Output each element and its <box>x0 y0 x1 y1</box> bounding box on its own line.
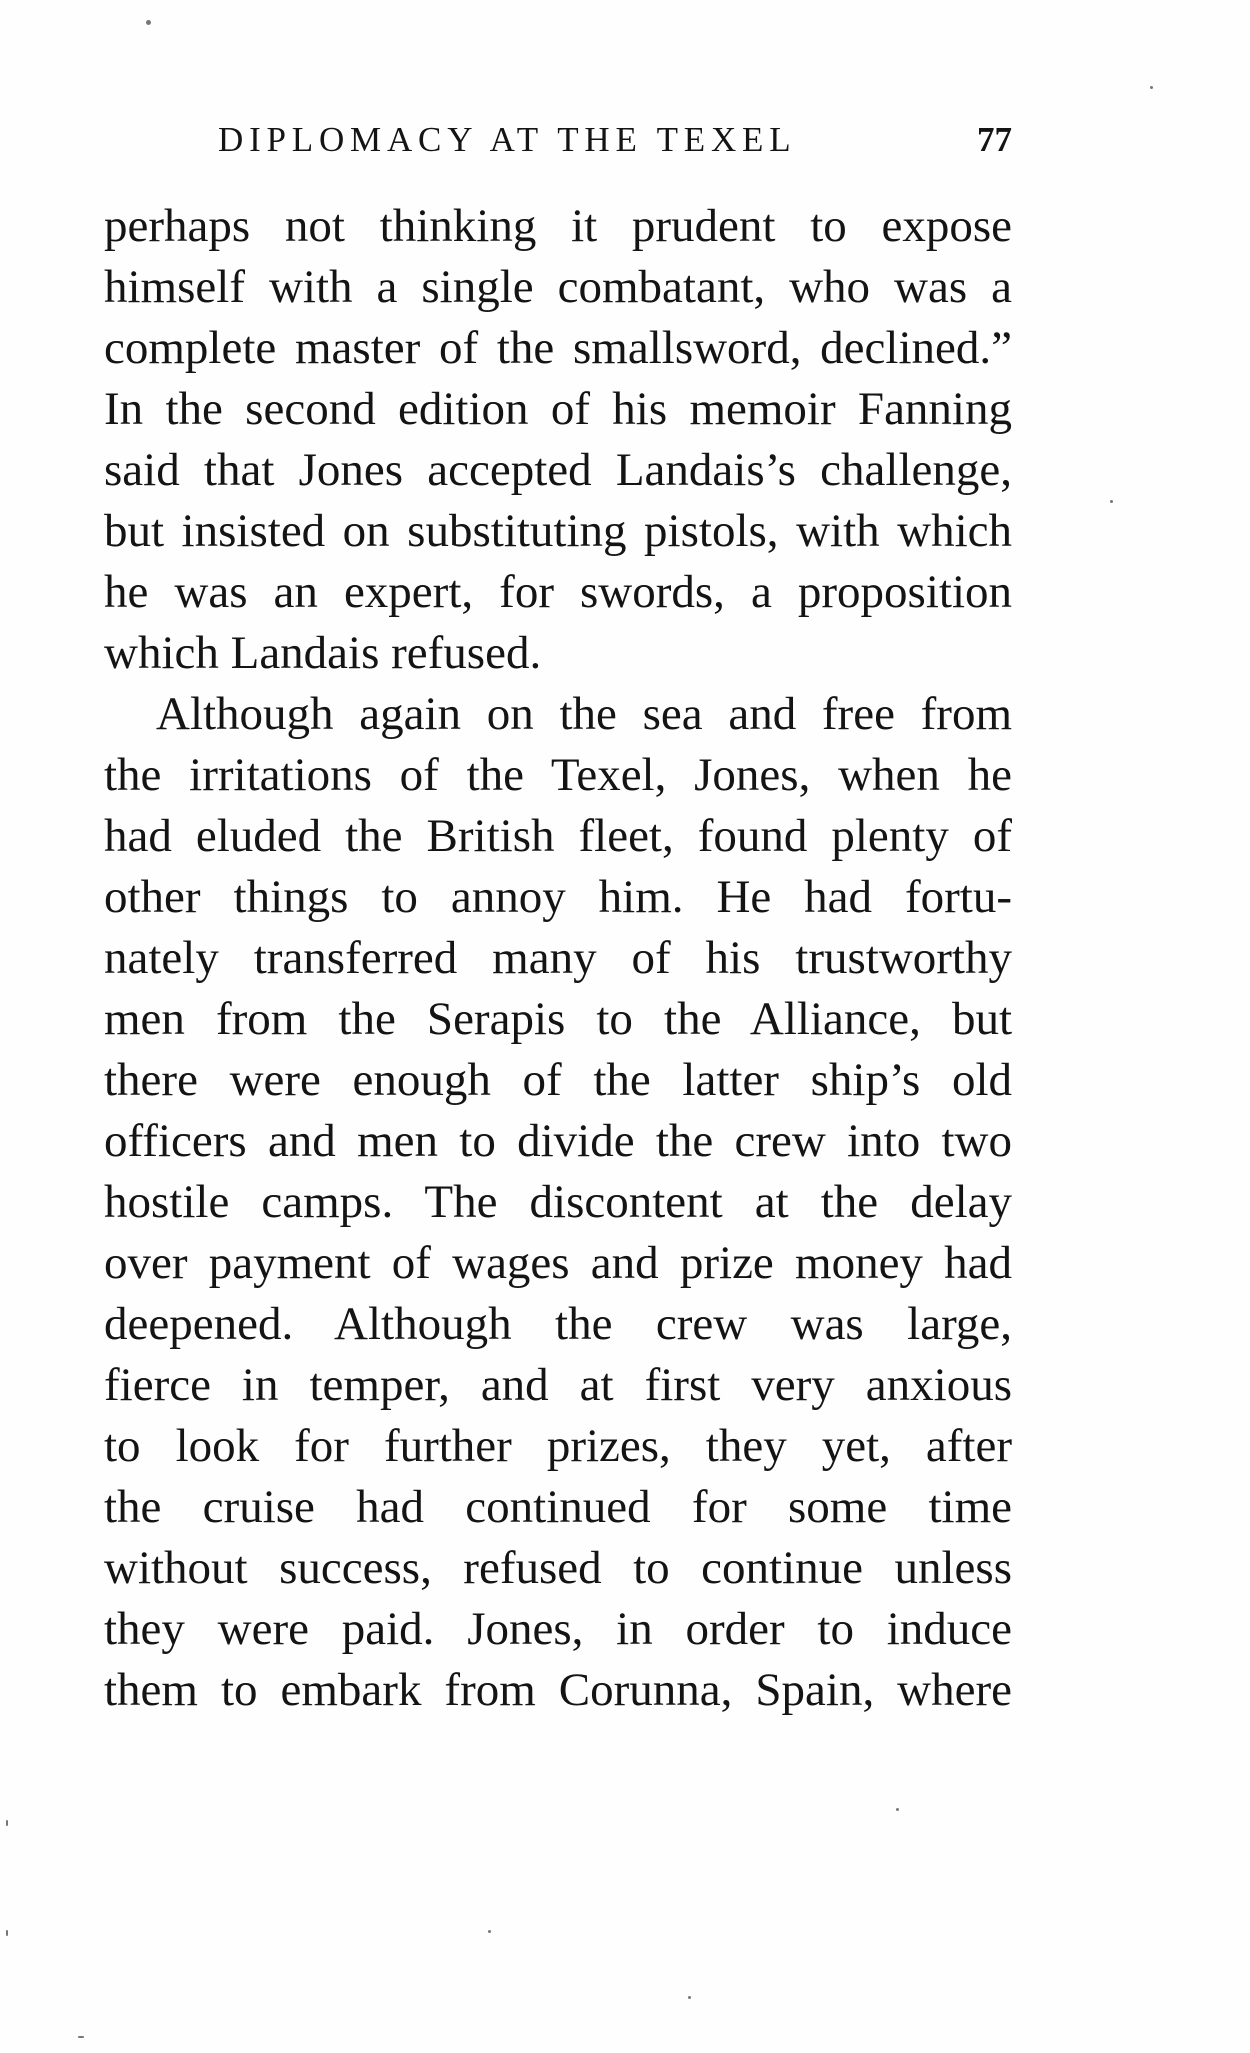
text-line: nately transferred many of his trustworthy <box>104 932 1012 984</box>
text-line: men from the Serapis to the Alliance, but <box>104 993 1012 1045</box>
scan-speck <box>488 1930 491 1933</box>
body-text <box>104 196 1012 1721</box>
text-line: to look for further prizes, they yet, after <box>104 1420 1012 1472</box>
text-line: deepened. Although the crew was large, <box>104 1298 1012 1350</box>
text-line: other things to annoy him. He had fortu- <box>104 871 1012 923</box>
scan-speck <box>6 1820 8 1826</box>
text-line: himself with a single combatant, who was a <box>104 261 1012 313</box>
scan-speck <box>146 20 151 25</box>
text-line: over payment of wages and prize money had <box>104 1237 1012 1289</box>
scan-speck <box>6 1930 8 1936</box>
text-line: hostile camps. The discontent at the delay <box>104 1176 1012 1228</box>
scan-speck <box>1150 86 1153 89</box>
text-line: without success, refused to continue unless <box>104 1542 1012 1594</box>
scan-speck <box>896 1808 899 1811</box>
text-line: they were paid. Jones, in order to induce <box>104 1603 1012 1655</box>
text-line: he was an expert, for swords, a proposition <box>104 566 1012 618</box>
text-line: In the second edition of his memoir Fanning <box>104 383 1012 435</box>
text-line: them to embark from Corunna, Spain, where <box>104 1664 1012 1716</box>
text-line: which Landais refused. <box>104 627 542 679</box>
scan-speck <box>1110 500 1113 503</box>
text-line: complete master of the smallsword, declined.” <box>104 322 1012 374</box>
text-line: the cruise had continued for some time <box>104 1481 1012 1533</box>
text-line: but insisted on substituting pistols, with which <box>104 505 1012 557</box>
running-title: DIPLOMACY AT THE TEXEL <box>218 120 797 159</box>
text-line: there were enough of the latter ship’s old <box>104 1054 1012 1106</box>
scan-speck <box>688 1996 691 1999</box>
page-number: 77 <box>977 120 1012 159</box>
text-line: had eluded the British fleet, found plenty of <box>104 810 1012 862</box>
text-line: fierce in temper, and at first very anxious <box>104 1359 1012 1411</box>
text-line: perhaps not thinking it prudent to expose <box>104 200 1012 252</box>
text-line: the irritations of the Texel, Jones, when he <box>104 749 1012 801</box>
text-line: said that Jones accepted Landais’s challenge, <box>104 444 1012 496</box>
running-head <box>104 118 1012 174</box>
scan-speck <box>78 2036 84 2038</box>
paragraph-first-line: Although again on the sea and free from <box>156 688 1012 740</box>
text-line: officers and men to divide the crew into two <box>104 1115 1012 1167</box>
